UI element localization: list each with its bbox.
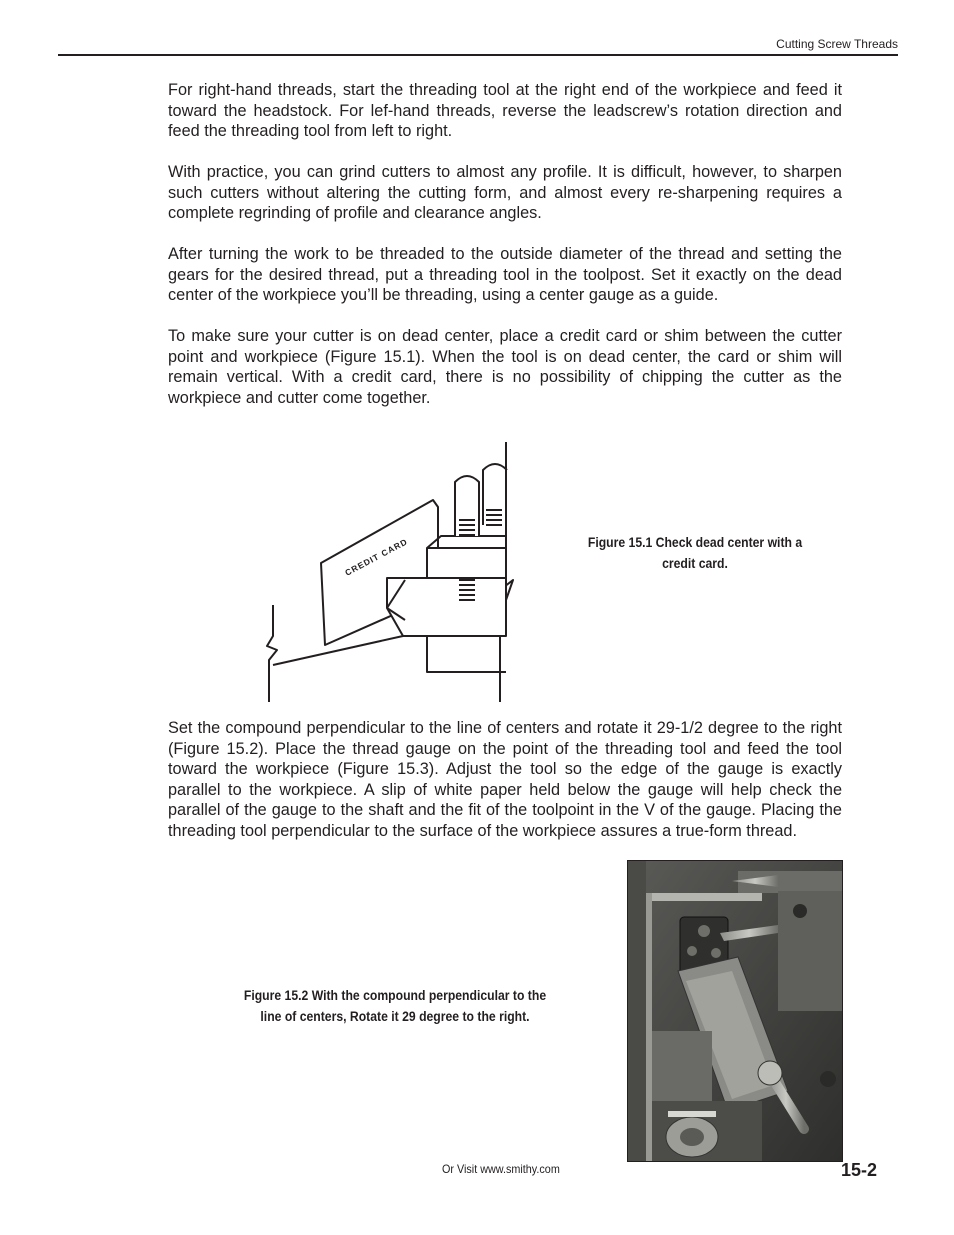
figure-15-1-caption-line2: credit card. — [662, 556, 728, 572]
figure-15-2-caption-line2: line of centers, Rotate it 29 degree to the right. — [260, 1009, 530, 1025]
credit-card-label: CREDIT CARD — [343, 536, 410, 578]
paragraph-dead-center: To make sure your cutter is on dead center, place a credit card or shim between the cutter point and workpiece (Figure 15.1). When the tool is on dead center, the card or shim will remain vertical. With a credit card, there is no possibility of chipping the cutter as the workpiece and cutter come together. — [168, 327, 842, 407]
figure-15-1-caption-line1: Figure 15.1 Check dead center with a — [587, 535, 803, 551]
footer-website: Or Visit www.smithy.com — [442, 1162, 560, 1176]
figure-15-2-caption — [219, 986, 572, 1028]
figure-15-2-lathe-photo — [627, 860, 843, 1162]
page-number: 15-2 — [841, 1160, 878, 1180]
header-rule — [58, 54, 898, 56]
paragraph-compound-setup: Set the compound perpendicular to the line of centers and rotate it 29-1/2 degree to the right (Figure 15.2). Place the thread gauge on the point of the threading tool and feed the tool toward the workpiece (Figure 15.3). Adjust the tool so the edge of the gauge is exactly parallel to the workpiece. A slip of white paper held below the gauge will help check the parallel of the gauge to the shaft and the fit of the toolpoint in the V of the gauge. Placing the threading tool perpendicular to the surface of the workpiece assures a true-form thread. — [168, 719, 842, 840]
paragraph-grinding-cutters: With practice, you can grind cutters to almost any profile. It is difficult, however, to sharpen such cutters without altering the cutting form, and almost every re-sharpening requires a complete regrinding of profile and clearance angles. — [168, 163, 842, 223]
figure-15-1-drawing — [255, 440, 520, 705]
figure-15-1-caption — [562, 533, 829, 575]
paragraph-right-hand-threads: For right-hand threads, start the threading tool at the right end of the workpiece and feed it toward the headstock. For lef-hand threads, reverse the leadscrew’s rotation direction and feed the threading tool from left to right. — [168, 81, 842, 141]
running-header: Cutting Screw Threads — [776, 37, 898, 51]
paragraph-setting-tool: After turning the work to be threaded to the outside diameter of the thread and setting the gears for the desired thread, put a threading tool in the toolpost. Set it exactly on the dead center of the workpiece you’ll be threading, using a center gauge as a guide. — [168, 245, 842, 305]
figure-15-2-caption-line1: Figure 15.2 With the compound perpendicular to the — [243, 988, 547, 1004]
